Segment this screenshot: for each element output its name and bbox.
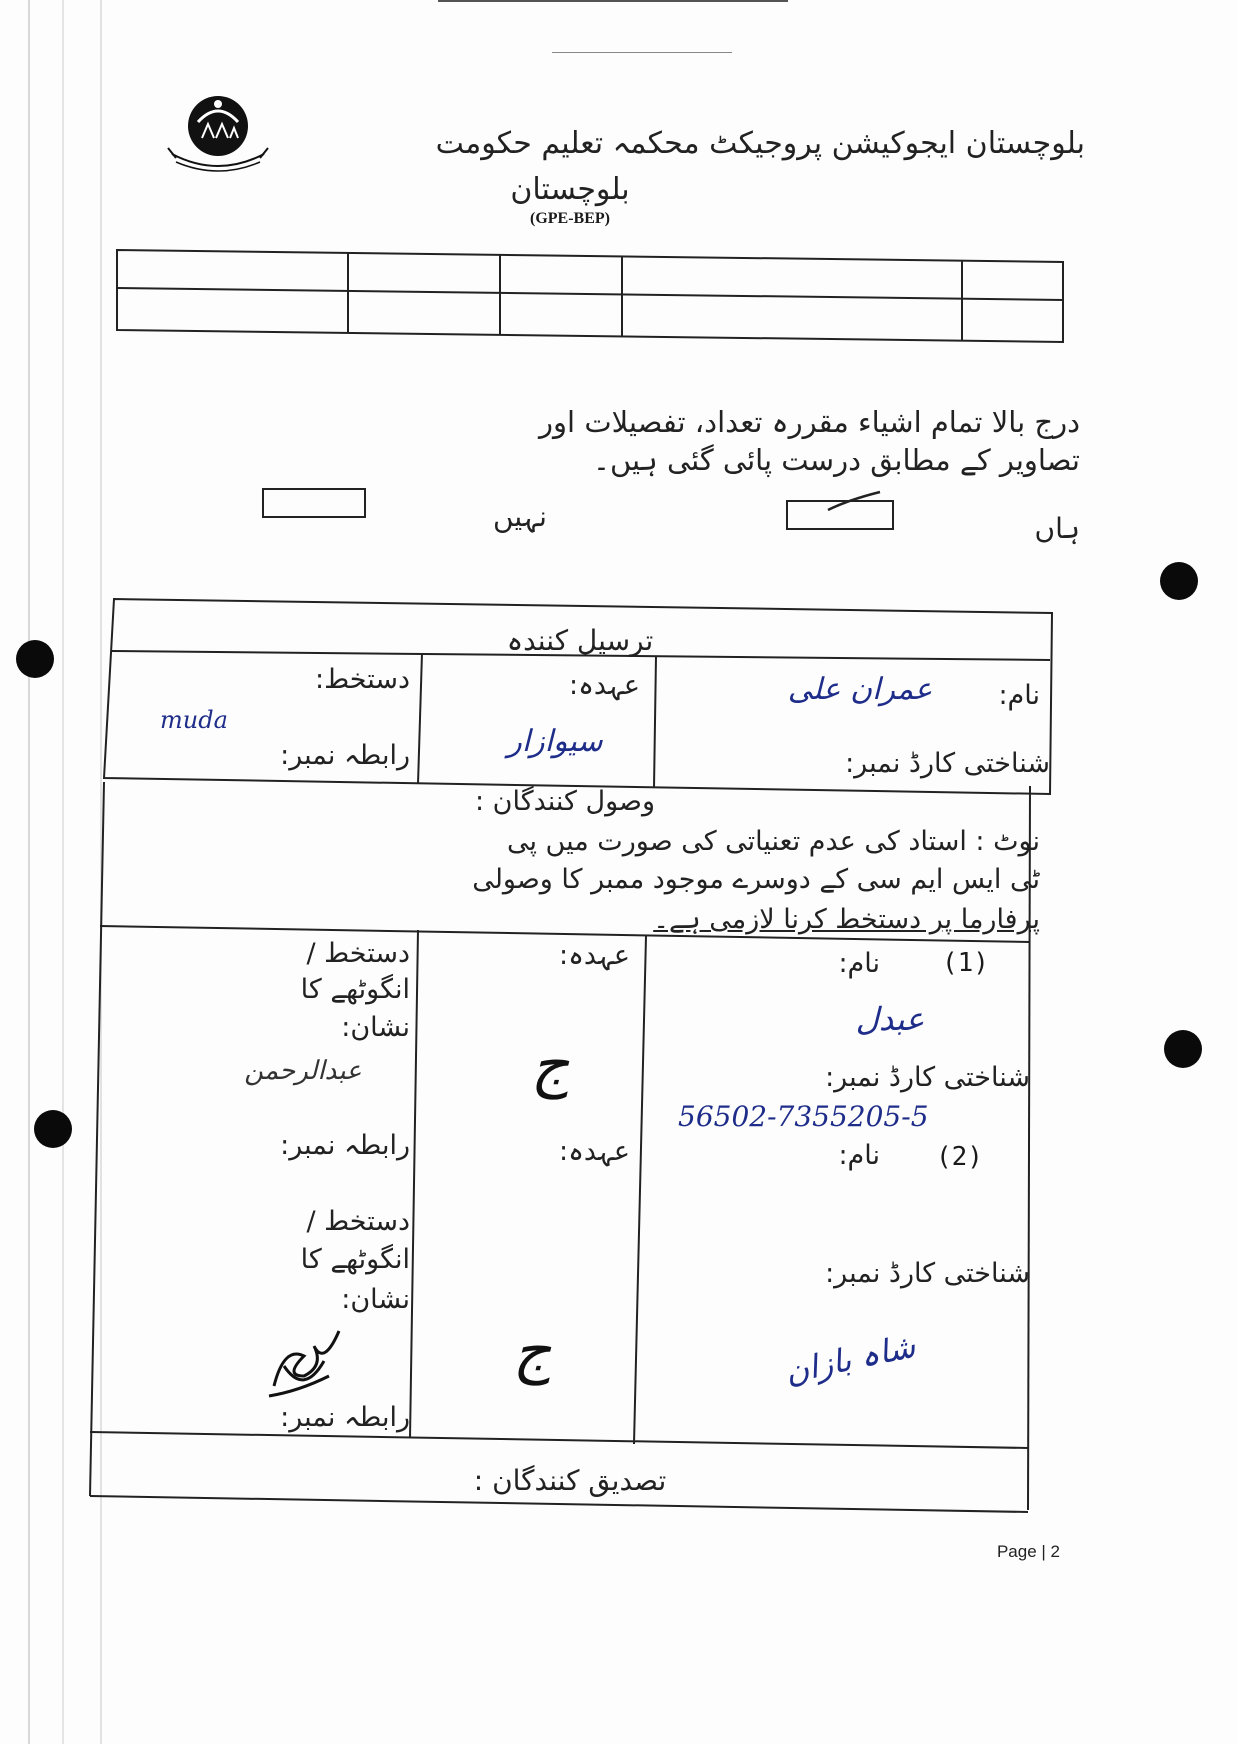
receiver1-name-label: نام: xyxy=(838,948,880,979)
punch-hole xyxy=(34,1110,72,1148)
sender-name-value: عمران علی xyxy=(787,672,933,707)
receiver2-sign-label-c: نشان: xyxy=(341,1284,410,1315)
receiver2-thumb-signature-icon xyxy=(254,1326,354,1406)
sender-section-title: ترسیل کنندہ xyxy=(506,624,654,657)
receiver2-name-label: نام: xyxy=(838,1140,880,1171)
receiver2-designation-value: ج xyxy=(512,1316,552,1386)
statement-line2: تصاویر کے مطابق درست پائی گئی ہیں۔ xyxy=(592,443,1080,477)
receiver1-sign-label-b: انگوٹھے کا xyxy=(300,974,410,1005)
receiver2-cnic-label: شناختی کارڈ نمبر: xyxy=(825,1258,1030,1289)
yes-label: ہاں xyxy=(1034,512,1080,545)
page-number: Page | 2 xyxy=(996,1542,1060,1561)
receivers-note-line2: ٹی ایس ایم سی کے دوسرے موجود ممبر کا وصولی xyxy=(472,864,1040,895)
receiver1-sign-label-c: نشان: xyxy=(341,1012,410,1043)
receiver1-contact-label: رابطہ نمبر: xyxy=(280,1130,410,1161)
punch-hole xyxy=(1160,562,1198,600)
scan-edge-line xyxy=(552,52,732,53)
receiver1-sign-label-a: دستخط / xyxy=(306,938,410,969)
receiver2-designation-label: عہدہ: xyxy=(558,1136,630,1167)
sender-name-label: نام: xyxy=(998,680,1040,711)
receivers-note-line3: پرفارما پر دستخط کرنا لازمی ہے۔ xyxy=(653,904,1040,935)
items-blank-table xyxy=(116,248,1064,350)
project-code: (GPE-BEP) xyxy=(530,210,610,227)
receiver1-name-value: عبدل xyxy=(855,1000,925,1038)
scan-edge-line xyxy=(438,0,788,2)
statement-line1: درج بالا تمام اشیاء مقررہ تعداد، تفصیلات اور xyxy=(539,405,1080,439)
receiver1-number: (1) xyxy=(942,948,989,978)
sender-signature-value: muda xyxy=(160,706,228,734)
sender-signature-label: دستخط: xyxy=(315,664,410,695)
verifiers-section-title: تصدیق کنندگان : xyxy=(473,1464,667,1497)
receiver2-sign-label-b: انگوٹھے کا xyxy=(300,1244,410,1275)
no-label: نہیں xyxy=(493,500,547,533)
receivers-note-line1: نوٹ : استاد کی عدم تعنیاتی کی صورت میں پی xyxy=(506,826,1040,857)
receivers-section-title: وصول کنندگان : xyxy=(474,786,656,817)
receiver2-name-value: شاہ بازان xyxy=(781,1326,919,1392)
sender-cnic-label: شناختی کارڈ نمبر: xyxy=(845,748,1050,779)
no-checkbox[interactable] xyxy=(262,488,366,518)
margin-line xyxy=(28,0,30,1744)
receiver1-cnic-value: 56502-7355205-5 xyxy=(678,1100,929,1133)
punch-hole xyxy=(1164,1030,1202,1068)
receiver1-designation-value: ج xyxy=(530,1030,570,1100)
header-title-line2: بلوچستان xyxy=(510,172,630,207)
receiver2-number: (2) xyxy=(936,1142,983,1172)
receiver1-signature-value: عبدالرحمن xyxy=(244,1056,362,1086)
sender-contact-label: رابطہ نمبر: xyxy=(280,740,410,771)
yes-checkbox[interactable] xyxy=(786,500,894,530)
receiver2-contact-label: رابطہ نمبر: xyxy=(280,1402,410,1433)
sender-designation-value: سیوازار xyxy=(507,724,603,759)
tick-mark-icon xyxy=(788,490,892,516)
receiver1-cnic-label: شناختی کارڈ نمبر: xyxy=(825,1062,1030,1093)
punch-hole xyxy=(16,640,54,678)
receiver2-sign-label-a: دستخط / xyxy=(306,1206,410,1237)
sender-designation-label: عہدہ: xyxy=(568,670,640,701)
margin-line xyxy=(62,0,64,1744)
receiver1-designation-label: عہدہ: xyxy=(558,940,630,971)
header-title-line1: بلوچستان ایجوکیشن پروجیکٹ محکمہ تعلیم حکومت xyxy=(435,126,1085,161)
